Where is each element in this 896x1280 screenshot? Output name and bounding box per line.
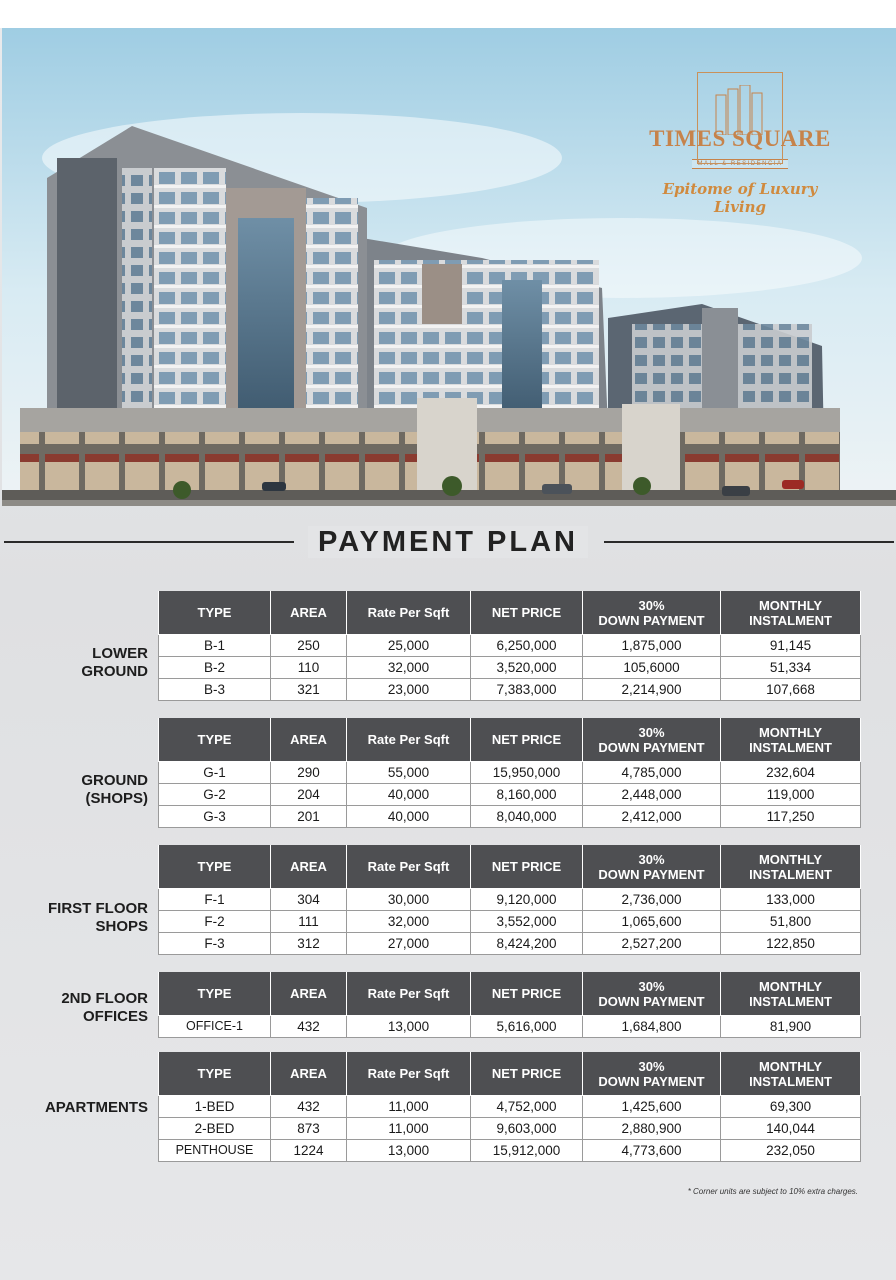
cell-type: PENTHOUSE [159,1140,271,1162]
cell-type: F-2 [159,911,271,933]
column-header-down-payment: 30% DOWN PAYMENT [583,845,721,889]
section-label-line: LOWER [92,645,148,662]
cell-area: 201 [271,806,347,828]
cell-down-payment: 2,214,900 [583,679,721,701]
column-header-type: TYPE [159,845,271,889]
table-row [159,1140,861,1162]
cell-down-payment: 2,736,000 [583,889,721,911]
cell-rate-per-sqft: 30,000 [347,889,471,911]
cell-net-price: 9,120,000 [471,889,583,911]
cell-type: 1-BED [159,1096,271,1118]
column-header-net-price: NET PRICE [471,1052,583,1096]
brand-logo [640,72,840,216]
brand-name: TIMES SQUARE [649,126,831,151]
cell-monthly-instalment: 51,800 [721,911,861,933]
column-header-rate-per-sqft: Rate Per Sqft [347,972,471,1016]
column-header-monthly-instalment: MONTHLY INSTALMENT [721,591,861,635]
cell-down-payment: 105,6000 [583,657,721,679]
cell-type: G-1 [159,762,271,784]
payment-table [158,972,861,1038]
cell-rate-per-sqft: 32,000 [347,911,471,933]
cell-net-price: 8,424,200 [471,933,583,955]
section-label-line: 2ND FLOOR [61,990,148,1007]
cell-type: F-1 [159,889,271,911]
cell-net-price: 8,040,000 [471,806,583,828]
cell-monthly-instalment: 91,145 [721,635,861,657]
section-label [0,990,148,1026]
column-header-area: AREA [271,972,347,1016]
section-label-line: (SHOPS) [85,790,148,807]
column-header-down-payment: 30% DOWN PAYMENT [583,972,721,1016]
cell-area: 432 [271,1096,347,1118]
cell-area: 290 [271,762,347,784]
section-label-line: APARTMENTS [44,1099,148,1116]
section-label [0,772,148,808]
cell-rate-per-sqft: 11,000 [347,1118,471,1140]
cell-monthly-instalment: 117,250 [721,806,861,828]
table-row [159,1016,861,1038]
cell-down-payment: 2,448,000 [583,784,721,806]
cell-rate-per-sqft: 25,000 [347,635,471,657]
cell-monthly-instalment: 51,334 [721,657,861,679]
cell-net-price: 15,950,000 [471,762,583,784]
cell-rate-per-sqft: 27,000 [347,933,471,955]
cell-monthly-instalment: 140,044 [721,1118,861,1140]
column-header-rate-per-sqft: Rate Per Sqft [347,718,471,762]
cell-net-price: 4,752,000 [471,1096,583,1118]
cell-rate-per-sqft: 40,000 [347,806,471,828]
section-label-line: GROUND [81,772,148,789]
table-row [159,1118,861,1140]
cell-type: B-2 [159,657,271,679]
cell-area: 250 [271,635,347,657]
table-row [159,933,861,955]
table-header-row [159,591,861,635]
cell-monthly-instalment: 133,000 [721,889,861,911]
cell-net-price: 5,616,000 [471,1016,583,1038]
cell-net-price: 6,250,000 [471,635,583,657]
cell-area: 204 [271,784,347,806]
cell-down-payment: 1,875,000 [583,635,721,657]
column-header-monthly-instalment: MONTHLY INSTALMENT [721,1052,861,1096]
table-row [159,806,861,828]
table-row [159,784,861,806]
column-header-type: TYPE [159,718,271,762]
cell-type: B-3 [159,679,271,701]
cell-area: 432 [271,1016,347,1038]
cell-rate-per-sqft: 13,000 [347,1016,471,1038]
cell-monthly-instalment: 232,604 [721,762,861,784]
table-header-row [159,845,861,889]
cell-net-price: 9,603,000 [471,1118,583,1140]
section-label [0,1099,148,1117]
column-header-monthly-instalment: MONTHLY INSTALMENT [721,845,861,889]
column-header-monthly-instalment: MONTHLY INSTALMENT [721,718,861,762]
cell-net-price: 8,160,000 [471,784,583,806]
payment-table [158,1052,861,1162]
table-row [159,911,861,933]
cell-monthly-instalment: 232,050 [721,1140,861,1162]
payment-table [158,591,861,701]
column-header-rate-per-sqft: Rate Per Sqft [347,591,471,635]
column-header-down-payment: 30% DOWN PAYMENT [583,718,721,762]
cell-type: 2-BED [159,1118,271,1140]
cell-rate-per-sqft: 32,000 [347,657,471,679]
cell-type: OFFICE-1 [159,1016,271,1038]
column-header-type: TYPE [159,1052,271,1096]
column-header-net-price: NET PRICE [471,591,583,635]
section-label [0,645,148,681]
brand-subtitle: MALL & RESIDENCIA [692,159,789,169]
cell-monthly-instalment: 69,300 [721,1096,861,1118]
cell-down-payment: 4,785,000 [583,762,721,784]
cell-area: 312 [271,933,347,955]
payment-table [158,718,861,828]
column-header-monthly-instalment: MONTHLY INSTALMENT [721,972,861,1016]
cell-area: 110 [271,657,347,679]
cell-net-price: 15,912,000 [471,1140,583,1162]
column-header-type: TYPE [159,972,271,1016]
cell-monthly-instalment: 81,900 [721,1016,861,1038]
cell-down-payment: 2,412,000 [583,806,721,828]
cell-net-price: 3,552,000 [471,911,583,933]
column-header-rate-per-sqft: Rate Per Sqft [347,1052,471,1096]
cell-down-payment: 1,684,800 [583,1016,721,1038]
cell-down-payment: 2,527,200 [583,933,721,955]
cell-area: 873 [271,1118,347,1140]
cell-down-payment: 2,880,900 [583,1118,721,1140]
column-header-rate-per-sqft: Rate Per Sqft [347,845,471,889]
table-row [159,657,861,679]
cell-rate-per-sqft: 23,000 [347,679,471,701]
cell-type: G-2 [159,784,271,806]
column-header-area: AREA [271,718,347,762]
table-header-row [159,972,861,1016]
column-header-area: AREA [271,845,347,889]
section-label [0,900,148,936]
cell-type: F-3 [159,933,271,955]
column-header-area: AREA [271,1052,347,1096]
column-header-type: TYPE [159,591,271,635]
brand-tagline: Epitome of Luxury Living [662,180,818,216]
section-label-line: SHOPS [95,918,148,935]
cell-monthly-instalment: 122,850 [721,933,861,955]
cell-rate-per-sqft: 13,000 [347,1140,471,1162]
cell-type: G-3 [159,806,271,828]
column-header-down-payment: 30% DOWN PAYMENT [583,1052,721,1096]
table-header-row [159,1052,861,1096]
cell-monthly-instalment: 107,668 [721,679,861,701]
cell-down-payment: 1,065,600 [583,911,721,933]
table-row [159,1096,861,1118]
table-row [159,679,861,701]
section-label-line: OFFICES [82,1008,148,1025]
cell-rate-per-sqft: 40,000 [347,784,471,806]
table-row [159,889,861,911]
cell-area: 304 [271,889,347,911]
section-label-line: GROUND [81,663,148,680]
table-row [159,762,861,784]
footnote: * Corner units are subject to 10% extra charges. [687,1187,858,1196]
payment-table [158,845,861,955]
cell-net-price: 7,383,000 [471,679,583,701]
cell-rate-per-sqft: 11,000 [347,1096,471,1118]
table-header-row [159,718,861,762]
cell-rate-per-sqft: 55,000 [347,762,471,784]
cell-net-price: 3,520,000 [471,657,583,679]
cell-down-payment: 4,773,600 [583,1140,721,1162]
column-header-net-price: NET PRICE [471,972,583,1016]
column-header-net-price: NET PRICE [471,845,583,889]
cell-area: 321 [271,679,347,701]
column-header-down-payment: 30% DOWN PAYMENT [583,591,721,635]
column-header-area: AREA [271,591,347,635]
cell-type: B-1 [159,635,271,657]
payment-plan-heading-row [0,522,896,562]
section-label-line: FIRST FLOOR [48,900,148,917]
column-header-net-price: NET PRICE [471,718,583,762]
page-title: PAYMENT PLAN [0,526,896,559]
cell-down-payment: 1,425,600 [583,1096,721,1118]
cell-area: 1224 [271,1140,347,1162]
table-row [159,635,861,657]
cell-monthly-instalment: 119,000 [721,784,861,806]
cell-area: 111 [271,911,347,933]
